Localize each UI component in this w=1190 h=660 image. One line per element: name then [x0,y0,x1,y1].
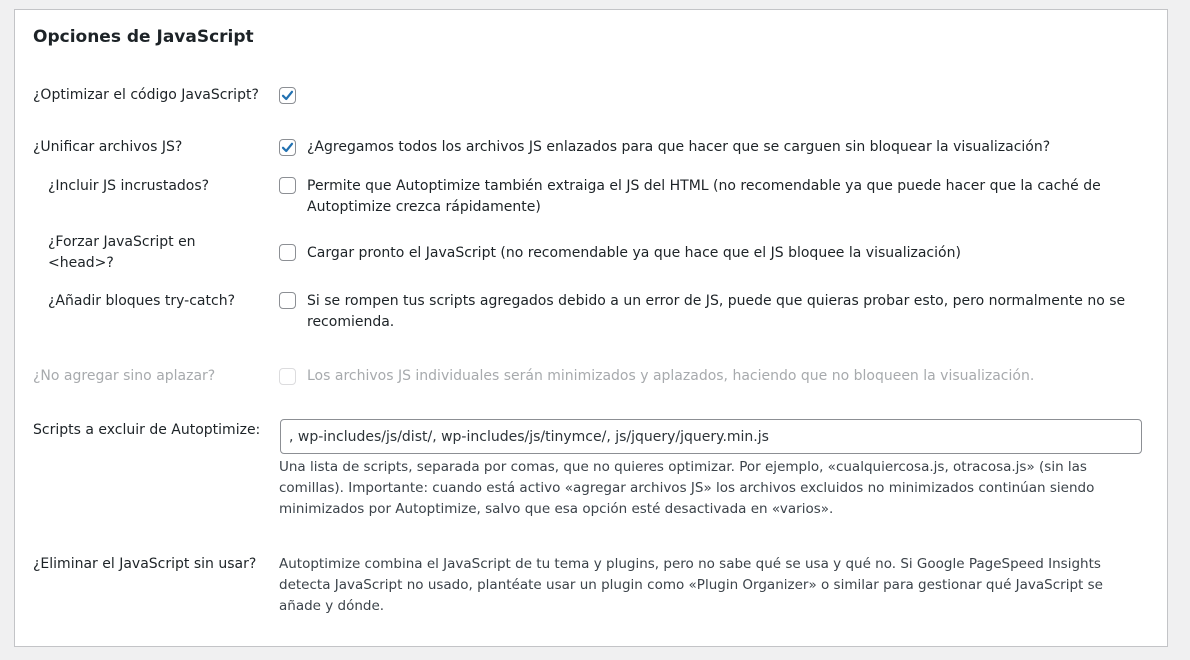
exclude-scripts-label: Scripts a excluir de Autoptimize: [33,422,261,438]
try-catch-label: ¿Añadir bloques try-catch? [48,293,236,309]
force-head-js-description: Cargar pronto el JavaScript (no recomendable ya que hace que el JS bloquee la visualización) [307,245,961,261]
remove-unused-js-label: ¿Eliminar el JavaScript sin usar? [33,556,257,572]
aggregate-js-description: ¿Agregamos todos los archivos JS enlazados para que hacer que se carguen sin bloquear la visualización? [307,139,1051,155]
defer-not-aggregate-label: ¿No agregar sino aplazar? [33,368,216,384]
aggregate-js-label: ¿Unificar archivos JS? [33,139,183,155]
settings-panel [14,9,1168,647]
remove-unused-js-description: Autoptimize combina el JavaScript de tu tema y plugins, pero no sabe qué se usa y qué no. Si Google PageSpeed Insights detecta JavaScript no usado, plantéate usar un plugin como «Plugin Organizer» o similar para gestionar qué JavaScript se añade y dónde. [279,556,1103,614]
include-inline-js-label: ¿Incluir JS incrustados? [48,178,210,194]
force-head-js-checkbox[interactable] [279,244,296,261]
include-inline-js-checkbox[interactable] [279,177,296,194]
optimize-js-label: ¿Optimizar el código JavaScript? [33,87,259,103]
force-head-js-label: ¿Forzar JavaScript en <head>? [48,234,196,271]
include-inline-js-description: Permite que Autoptimize también extraiga el JS del HTML (no recomendable ya que puede hacer que la caché de Autoptimize crezca rápidamente) [307,178,1101,215]
checkmark-icon [281,141,294,154]
defer-not-aggregate-description: Los archivos JS individuales serán minimizados y aplazados, haciendo que no bloqueen la visualización. [307,368,1035,384]
optimize-js-checkbox[interactable] [279,87,296,104]
aggregate-js-checkbox[interactable] [279,139,296,156]
exclude-scripts-input[interactable] [280,419,1142,454]
exclude-scripts-help: Una lista de scripts, separada por comas, que no quieres optimizar. Por ejemplo, «cualquiercosa.js, otracosa.js» (sin las comillas). Importante: cuando está activo «agregar archivos JS» los archivos excluidos no minimizados continúan siendo minimizados por Autoptimize, salvo que esa opción esté desactivada en «varios». [279,459,1095,517]
try-catch-checkbox[interactable] [279,292,296,309]
defer-not-aggregate-checkbox [279,368,296,385]
try-catch-description: Si se rompen tus scripts agregados debido a un error de JS, puede que quieras probar esto, pero normalmente no se recomienda. [307,293,1126,330]
checkmark-icon [281,89,294,102]
section-title: Opciones de JavaScript [33,27,254,47]
